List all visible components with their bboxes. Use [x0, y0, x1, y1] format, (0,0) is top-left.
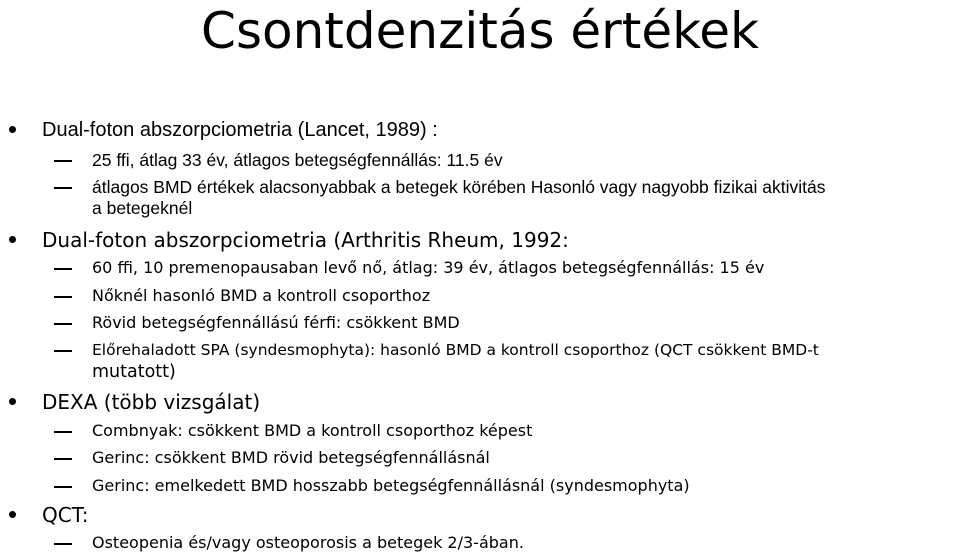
sub-item	[92, 285, 430, 307]
sub-text: Gerinc: emelkedett BMD hosszabb betegségfennállásnál (syndesmophyta)	[92, 476, 690, 495]
sub-text: Osteopenia és/vagy osteoporosis a betegek 2/3-ában.	[92, 533, 524, 552]
dash-icon	[54, 486, 72, 488]
slide-title: Csontdenzitás értékek	[201, 2, 759, 60]
dash-icon	[54, 458, 72, 460]
bullet-text: Dual-foton abszorpciometria (Arthritis Rheum, 1992:	[42, 228, 569, 252]
dash-icon	[54, 268, 72, 270]
sub-item	[92, 312, 460, 334]
sub-text: Combnyak: csökkent BMD a kontroll csoporthoz képest	[92, 421, 533, 440]
dash-icon	[54, 431, 72, 433]
bullet-item	[42, 389, 260, 415]
dash-icon	[54, 323, 72, 325]
sub-continuation: a betegeknél	[92, 198, 193, 218]
dash-icon	[54, 160, 72, 162]
dash-icon	[54, 187, 72, 189]
sub-item	[92, 475, 690, 497]
sub-text: Rövid betegségfennállású férfi: csökkent BMD	[92, 313, 460, 332]
sub-continuation: mutatott)	[92, 362, 176, 382]
dash-icon	[54, 350, 72, 352]
sub-item	[92, 257, 764, 279]
sub-text: átlagos BMD értékek alacsonyabbak a betegek körében Hasonló vagy nagyobb fizikai aktivitás	[92, 177, 826, 197]
dash-icon	[54, 296, 72, 298]
bullet-item	[42, 117, 438, 143]
sub-text: Nőknél hasonló BMD a kontroll csoporthoz	[92, 286, 431, 305]
bullet-text: Dual-foton abszorpciometria (Lancet, 1989) :	[42, 119, 438, 141]
bullet-item	[42, 227, 569, 253]
sub-item	[92, 176, 825, 198]
bullet-dot-icon	[9, 398, 16, 405]
sub-text: 60 ffi, 10 premenopausaban levő nő, átlag: 39 év, átlagos betegségfennállás: 15 év	[92, 258, 765, 277]
sub-item	[92, 149, 503, 171]
bullet-dot-icon	[9, 511, 16, 518]
bullet-text: QCT:	[42, 503, 89, 527]
sub-item	[92, 339, 819, 361]
bullet-dot-icon	[9, 126, 16, 133]
sub-item	[92, 532, 524, 554]
sub-item	[92, 447, 490, 469]
sub-item	[92, 420, 532, 442]
bullet-item	[42, 502, 88, 528]
sub-text: 25 ffi, átlag 33 év, átlagos betegségfennállás: 11.5 év	[92, 150, 503, 170]
bullet-dot-icon	[9, 236, 16, 243]
bullet-text: DEXA (több vizsgálat)	[42, 390, 261, 414]
sub-text: Előrehaladott SPA (syndesmophyta): hasonló BMD a kontroll csoporthoz (QCT csökkent BMD-t	[92, 341, 819, 359]
dash-icon	[54, 543, 72, 545]
sub-text: Gerinc: csökkent BMD rövid betegségfennállásnál	[92, 448, 490, 467]
